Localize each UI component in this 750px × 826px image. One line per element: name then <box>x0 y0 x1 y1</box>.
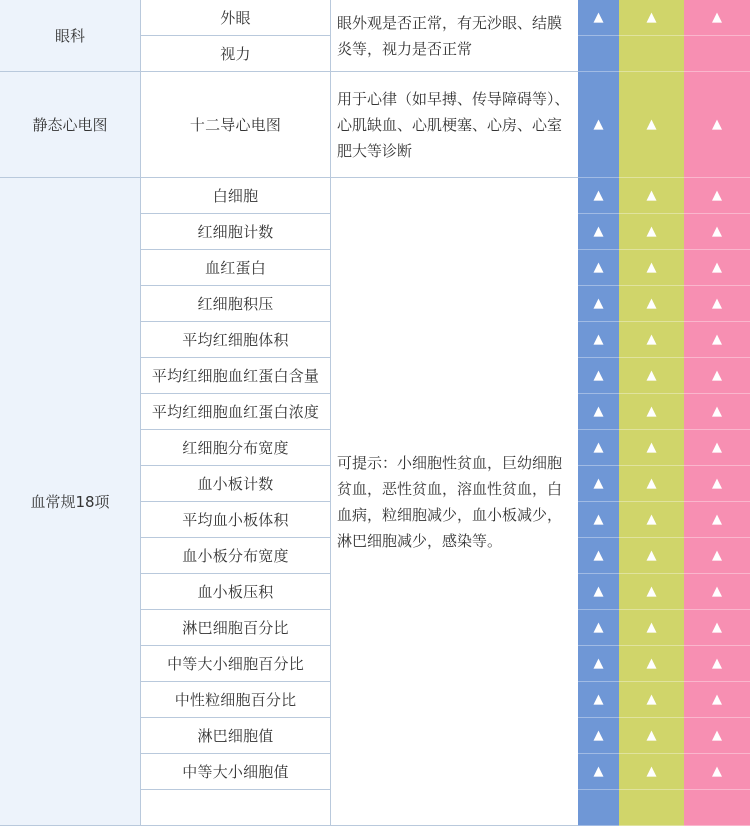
description-text: 用于心律（如早搏、传导障碍等）、心肌缺血、心肌梗塞、心房、心室肥大等诊断 <box>337 89 570 160</box>
tier-mark-cell <box>619 718 684 754</box>
tier-mark-cell <box>619 646 684 682</box>
tier-mark-cell <box>578 466 619 502</box>
category-cell <box>0 0 141 72</box>
item-label: 红细胞积压 <box>197 295 274 313</box>
item-label: 视力 <box>220 45 251 63</box>
tier-mark-cell <box>684 754 750 790</box>
item-label: 外眼 <box>220 9 251 27</box>
tier-mark-cell <box>578 358 619 394</box>
tier-mark-cell <box>619 502 684 538</box>
item-cell <box>141 430 331 466</box>
tier-mark-cell <box>578 250 619 286</box>
item-label: 中等大小细胞值 <box>182 763 289 781</box>
item-cell <box>141 466 331 502</box>
triangle-up-icon: ▲ <box>646 584 657 599</box>
item-label: 平均血小板体积 <box>182 511 289 529</box>
triangle-up-icon: ▲ <box>593 224 604 239</box>
triangle-up-icon: ▲ <box>712 656 722 671</box>
tier-mark-cell <box>578 574 619 610</box>
triangle-up-icon: ▲ <box>712 224 722 239</box>
item-label: 血小板压积 <box>197 583 274 601</box>
tier-mark-cell <box>684 250 750 286</box>
tier-mark-cell <box>619 286 684 322</box>
triangle-up-icon: ▲ <box>646 476 657 491</box>
triangle-up-icon: ▲ <box>646 404 657 419</box>
triangle-up-icon: ▲ <box>712 512 722 527</box>
triangle-up-icon: ▲ <box>593 368 604 383</box>
tier-mark-cell <box>619 178 684 214</box>
tier-mark-cell <box>684 322 750 358</box>
item-cell <box>141 358 331 394</box>
triangle-up-icon: ▲ <box>646 224 657 239</box>
tier-mark-cell <box>619 790 684 826</box>
triangle-up-icon: ▲ <box>646 512 657 527</box>
tier-mark-cell <box>578 36 619 72</box>
tier-mark-cell <box>619 36 684 72</box>
tier-mark-cell <box>619 250 684 286</box>
triangle-up-icon: ▲ <box>593 296 604 311</box>
triangle-up-icon: ▲ <box>712 476 722 491</box>
tier-mark-cell <box>684 36 750 72</box>
tier-mark-cell <box>578 430 619 466</box>
item-cell <box>141 36 331 72</box>
tier-mark-cell <box>684 178 750 214</box>
triangle-up-icon: ▲ <box>593 764 604 779</box>
triangle-up-icon: ▲ <box>712 620 722 635</box>
tier-mark-cell <box>619 322 684 358</box>
triangle-up-icon: ▲ <box>593 476 604 491</box>
item-cell <box>141 178 331 214</box>
item-cell <box>141 250 331 286</box>
category-label: 静态心电图 <box>32 116 108 134</box>
tier-mark-cell <box>578 0 619 36</box>
tier-mark-cell <box>684 0 750 36</box>
tier-mark-cell <box>684 466 750 502</box>
tier-mark-cell <box>578 394 619 430</box>
description-cell <box>331 178 578 826</box>
triangle-up-icon: ▲ <box>712 10 722 25</box>
triangle-up-icon: ▲ <box>646 728 657 743</box>
tier-mark-cell <box>684 538 750 574</box>
triangle-up-icon: ▲ <box>646 656 657 671</box>
item-cell <box>141 718 331 754</box>
tier-mark-cell <box>684 574 750 610</box>
item-cell <box>141 286 331 322</box>
tier-mark-cell <box>684 610 750 646</box>
tier-mark-cell <box>578 214 619 250</box>
tier-mark-cell <box>684 430 750 466</box>
tier-mark-cell <box>684 682 750 718</box>
tier-mark-cell <box>578 754 619 790</box>
description-cell <box>331 0 578 72</box>
tier-mark-cell <box>684 718 750 754</box>
triangle-up-icon: ▲ <box>593 440 604 455</box>
triangle-up-icon: ▲ <box>593 260 604 275</box>
triangle-up-icon: ▲ <box>712 117 722 132</box>
triangle-up-icon: ▲ <box>593 692 604 707</box>
triangle-up-icon: ▲ <box>646 368 657 383</box>
triangle-up-icon: ▲ <box>712 440 722 455</box>
item-label: 血小板计数 <box>197 475 274 493</box>
tier-mark-cell <box>619 358 684 394</box>
category-cell <box>0 72 141 178</box>
item-cell <box>141 0 331 36</box>
triangle-up-icon: ▲ <box>646 764 657 779</box>
tier-mark-cell <box>578 502 619 538</box>
item-label: 平均红细胞血红蛋白浓度 <box>151 403 320 421</box>
tier-mark-cell <box>578 178 619 214</box>
item-label: 中性粒细胞百分比 <box>174 691 297 709</box>
triangle-up-icon: ▲ <box>712 332 722 347</box>
triangle-up-icon: ▲ <box>646 692 657 707</box>
triangle-up-icon: ▲ <box>712 584 722 599</box>
triangle-up-icon: ▲ <box>712 260 722 275</box>
triangle-up-icon: ▲ <box>593 728 604 743</box>
item-label: 十二导心电图 <box>189 116 282 134</box>
tier-mark-cell <box>619 72 684 178</box>
tier-mark-cell <box>619 610 684 646</box>
tier-mark-cell <box>619 574 684 610</box>
triangle-up-icon: ▲ <box>646 620 657 635</box>
item-label: 中等大小细胞百分比 <box>167 655 304 673</box>
triangle-up-icon: ▲ <box>646 260 657 275</box>
item-cell <box>141 214 331 250</box>
tier-mark-cell <box>578 72 619 178</box>
triangle-up-icon: ▲ <box>593 10 604 25</box>
tier-mark-cell <box>619 430 684 466</box>
tier-mark-cell <box>619 682 684 718</box>
tier-mark-cell <box>578 790 619 826</box>
triangle-up-icon: ▲ <box>593 548 604 563</box>
triangle-up-icon: ▲ <box>646 117 657 132</box>
item-cell <box>141 538 331 574</box>
tier-mark-cell <box>619 0 684 36</box>
triangle-up-icon: ▲ <box>593 656 604 671</box>
triangle-up-icon: ▲ <box>593 620 604 635</box>
tier-mark-cell <box>684 214 750 250</box>
tier-mark-cell <box>684 502 750 538</box>
item-cell <box>141 754 331 790</box>
triangle-up-icon: ▲ <box>712 368 722 383</box>
triangle-up-icon: ▲ <box>593 188 604 203</box>
item-label: 平均红细胞体积 <box>182 331 289 349</box>
tier-mark-cell <box>578 610 619 646</box>
triangle-up-icon: ▲ <box>712 296 722 311</box>
description-cell <box>331 72 578 178</box>
item-cell <box>141 610 331 646</box>
triangle-up-icon: ▲ <box>593 512 604 527</box>
tier-mark-cell <box>578 718 619 754</box>
tier-mark-cell <box>684 646 750 682</box>
tier-mark-cell <box>578 538 619 574</box>
tier-mark-cell <box>578 646 619 682</box>
tier-mark-cell <box>619 394 684 430</box>
category-cell <box>0 178 141 826</box>
triangle-up-icon: ▲ <box>712 728 722 743</box>
tier-mark-cell <box>684 790 750 826</box>
item-cell <box>141 394 331 430</box>
item-label: 血红蛋白 <box>205 259 266 277</box>
triangle-up-icon: ▲ <box>593 584 604 599</box>
tier-mark-cell <box>578 322 619 358</box>
item-cell <box>141 72 331 178</box>
tier-mark-cell <box>684 358 750 394</box>
item-cell <box>141 322 331 358</box>
triangle-up-icon: ▲ <box>712 692 722 707</box>
item-cell <box>141 646 331 682</box>
triangle-up-icon: ▲ <box>646 10 657 25</box>
tier-mark-cell <box>619 214 684 250</box>
item-cell <box>141 790 331 826</box>
triangle-up-icon: ▲ <box>646 440 657 455</box>
item-label: 平均红细胞血红蛋白含量 <box>151 367 320 385</box>
triangle-up-icon: ▲ <box>593 404 604 419</box>
triangle-up-icon: ▲ <box>712 764 722 779</box>
item-label: 血小板分布宽度 <box>182 547 289 565</box>
tier-mark-cell <box>684 286 750 322</box>
tier-mark-cell <box>684 394 750 430</box>
triangle-up-icon: ▲ <box>712 404 722 419</box>
tier-mark-cell <box>578 682 619 718</box>
triangle-up-icon: ▲ <box>593 332 604 347</box>
item-cell <box>141 574 331 610</box>
item-label: 白细胞 <box>212 187 259 205</box>
category-label: 血常规18项 <box>30 493 110 511</box>
tier-mark-cell <box>684 72 750 178</box>
triangle-up-icon: ▲ <box>712 188 722 203</box>
tier-mark-cell <box>619 538 684 574</box>
item-cell <box>141 682 331 718</box>
item-label: 淋巴细胞百分比 <box>182 619 289 637</box>
item-label: 淋巴细胞值 <box>197 727 274 745</box>
triangle-up-icon: ▲ <box>646 188 657 203</box>
triangle-up-icon: ▲ <box>712 548 722 563</box>
tier-mark-cell <box>619 466 684 502</box>
triangle-up-icon: ▲ <box>646 296 657 311</box>
item-label: 红细胞计数 <box>197 223 274 241</box>
triangle-up-icon: ▲ <box>646 332 657 347</box>
triangle-up-icon: ▲ <box>646 548 657 563</box>
item-cell <box>141 502 331 538</box>
description-text: 眼外观是否正常，有无沙眼、结膜炎等，视力是否正常 <box>337 13 563 58</box>
description-text: 可提示：小细胞性贫血，巨幼细胞贫血，恶性贫血，溶血性贫血，白血病，粒细胞减少，血小板减少，淋巴细胞减少，感染等。 <box>337 453 563 550</box>
category-label: 眼科 <box>54 27 85 45</box>
tier-mark-cell <box>578 286 619 322</box>
item-label: 红细胞分布宽度 <box>182 439 289 457</box>
triangle-up-icon: ▲ <box>593 117 604 132</box>
tier-mark-cell <box>619 754 684 790</box>
